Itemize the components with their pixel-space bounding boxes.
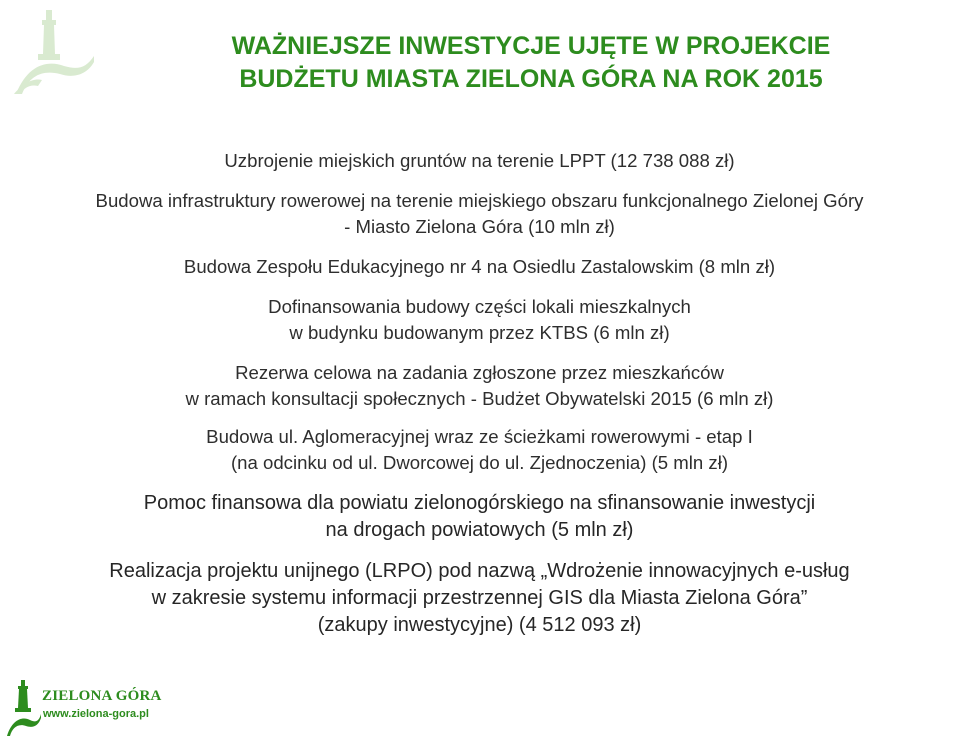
city-tower-logo-icon	[6, 678, 42, 738]
list-item-line: Budowa infrastruktury rowerowej na terenie miejskiego obszaru funkcjonalnego Zielonej Góry	[95, 190, 864, 211]
list-item-line: Budowa Zespołu Edukacyjnego nr 4 na Osiedlu Zastalowskim (8 mln zł)	[183, 256, 776, 277]
investment-list	[0, 148, 959, 639]
list-item-line: (zakupy inwestycyjne) (4 512 093 zł)	[317, 614, 642, 636]
list-item-line: Pomoc finansowa dla powiatu zielonogórskiego na sfinansowanie inwestycji	[143, 492, 816, 514]
list-item-line: - Miasto Zielona Góra (10 mln zł)	[344, 216, 615, 237]
footer-url-link[interactable]: www.zielona-gora.pl	[43, 708, 149, 720]
list-item	[0, 294, 959, 346]
list-item-line: na drogach powiatowych (5 mln zł)	[325, 519, 634, 541]
title-line-1: WAŻNIEJSZE INWESTYCJE UJĘTE W PROJEKCIE	[231, 32, 831, 60]
list-item	[0, 424, 959, 476]
list-item	[0, 360, 959, 412]
list-item	[0, 490, 959, 544]
list-item-line: (na odcinku od ul. Dworcowej do ul. Zjednoczenia) (5 mln zł)	[230, 452, 729, 473]
footer-logo	[6, 678, 166, 740]
list-item-line: w ramach konsultacji społecznych - Budżet Obywatelski 2015 (6 mln zł)	[185, 388, 774, 409]
list-item	[0, 254, 959, 280]
page-title	[0, 30, 959, 96]
list-item-line: w budynku budowanym przez KTBS (6 mln zł)	[289, 322, 670, 343]
list-item-line: Rezerwa celowa na zadania zgłoszone przez mieszkańców	[235, 362, 724, 383]
title-line-2: BUDŻETU MIASTA ZIELONA GÓRA NA ROK 2015	[239, 65, 823, 93]
list-item-line: Budowa ul. Aglomeracyjnej wraz ze ścieżkami rowerowymi - etap I	[206, 426, 753, 447]
list-item-line: Uzbrojenie miejskich gruntów na terenie LPPT (12 738 088 zł)	[224, 150, 735, 171]
list-item-line: Realizacja projektu unijnego (LRPO) pod nazwą „Wdrożenie innowacyjnych e-usług	[109, 560, 850, 582]
list-item-line: Dofinansowania budowy części lokali mieszkalnych	[268, 296, 691, 317]
list-item-line: w zakresie systemu informacji przestrzennej GIS dla Miasta Zielona Góra”	[151, 587, 808, 609]
list-item	[0, 558, 959, 639]
list-item	[0, 148, 959, 174]
footer-city-name: ZIELONA GÓRA	[42, 688, 162, 704]
list-item	[0, 188, 959, 240]
